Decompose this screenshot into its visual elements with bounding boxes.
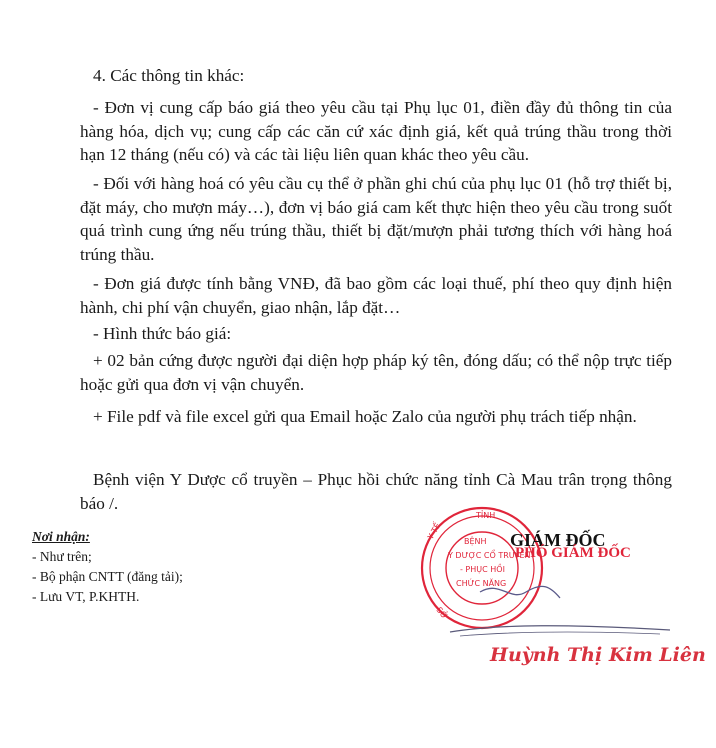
paragraph-digital-copy: + File pdf và file excel gửi qua Email hoặc Zalo của người phụ trách tiếp nhận. <box>93 407 637 426</box>
paragraph-hard-copy: + 02 bản cứng được người đại diện hợp pháp ký tên, đóng dấu; có thể nộp trực tiếp hoặc gửi qua đơn vị vận chuyển. <box>80 351 672 394</box>
stamp-text: Y TẾ <box>425 521 443 541</box>
paragraph-closing: Bệnh viện Y Dược cổ truyền – Phục hồi chức năng tỉnh Cà Mau trân trọng thông báo /. <box>80 470 672 513</box>
paragraph-equipment-commitment: - Đối với hàng hoá có yêu cầu cụ thể ở phần ghi chú của phụ lục 01 (hỗ trợ thiết bị, đặt máy, cho mượn máy…), đơn vị báo giá cam kết thực hiện theo yêu cầu trong suốt quá trình cung ứng nếu trúng thầu, thiết bị đặt/mượn phải tương thích với hàng hoá trúng thầu. <box>80 174 672 264</box>
stamp-text: SỞ <box>434 605 450 621</box>
section-heading: 4. Các thông tin khác: <box>93 66 245 85</box>
recipient-item: - Lưu VT, P.KHTH. <box>32 589 140 604</box>
stamp-text: BỆNH <box>464 537 487 546</box>
recipient-item: - Bộ phận CNTT (đăng tải); <box>32 569 183 584</box>
stamp-text: CHỨC NĂNG <box>456 579 507 588</box>
signature-block <box>410 500 706 690</box>
signature-title: GIÁM ĐỐC <box>510 530 606 550</box>
stamp-text: TỈNH <box>476 511 496 520</box>
signature-subtitle: PHÓ GIÁM ĐỐC <box>515 545 631 561</box>
paragraph-quote-requirements: - Đơn vị cung cấp báo giá theo yêu cầu tại Phụ lục 01, điền đầy đủ thông tin của hàng hóa, dịch vụ; cung cấp các căn cứ xác định giá, kết quả trúng thầu trong thời hạn 12 tháng (nếu có) và các tài liệu liên quan khác theo yêu cầu. <box>80 98 672 164</box>
paragraph-quote-format: - Hình thức báo giá: <box>93 324 232 343</box>
stamp-text: Y DƯỢC CỔ TRUYỀN <box>448 551 531 560</box>
stamp-text: - PHỤC HỒI <box>460 565 505 574</box>
recipients-label: Nơi nhận: <box>32 529 90 544</box>
recipient-item: - Như trên; <box>32 549 92 564</box>
signer-name: Huỳnh Thị Kim Liên <box>490 644 706 666</box>
recipients-block <box>32 527 183 607</box>
paragraph-pricing: - Đơn giá được tính bằng VNĐ, đã bao gồm các loại thuế, phí theo quy định hiện hành, chi phí vận chuyển, giao nhận, lắp đặt… <box>80 274 672 317</box>
